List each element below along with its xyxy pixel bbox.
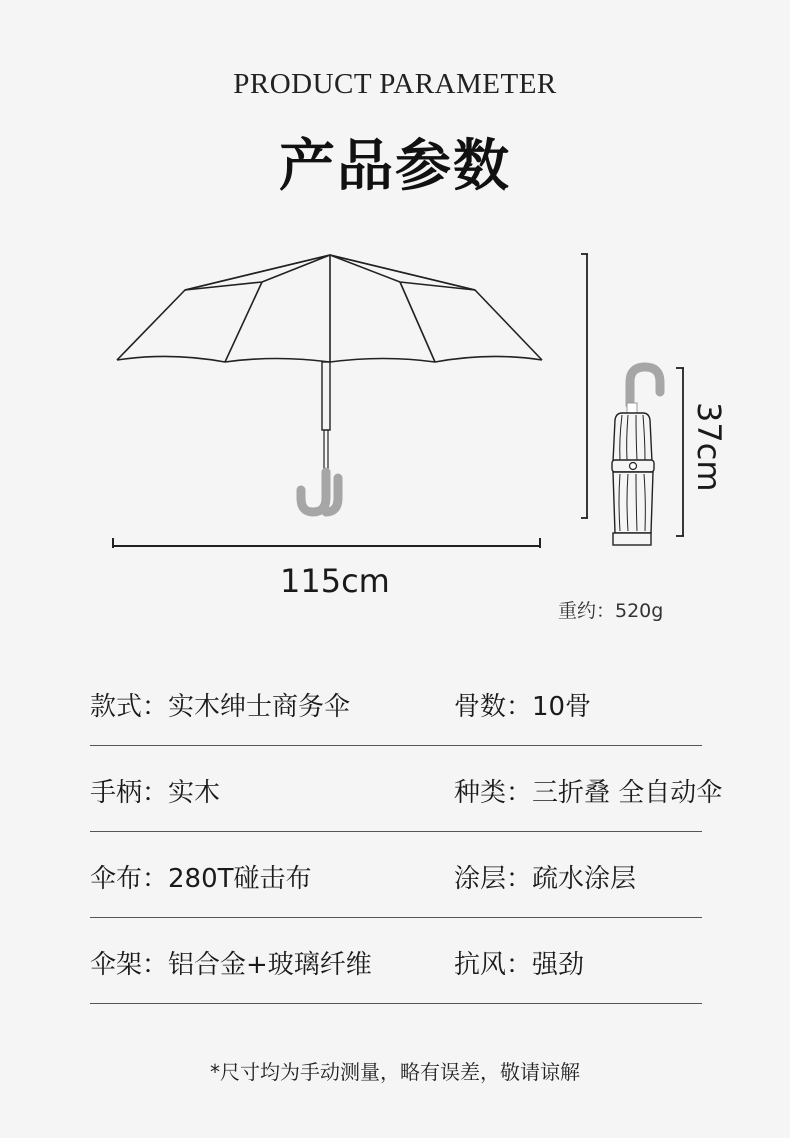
param-coating: 涂层：疏水涂层: [454, 864, 637, 894]
open-umbrella-icon: [117, 255, 542, 362]
folded-umbrella-icon: [612, 367, 660, 545]
open-umbrella-handle: [301, 472, 326, 512]
param-wind-resistance: 抗风：强劲: [454, 950, 585, 980]
param-type: 种类：三折叠 全自动伞: [454, 778, 723, 808]
parameter-row: [90, 746, 723, 832]
open-width-label: 115cm: [280, 562, 390, 600]
width-dimension-line: [113, 538, 540, 548]
umbrella-shaft: [322, 362, 330, 430]
english-title: PRODUCT PARAMETER: [233, 68, 557, 100]
param-handle: 手柄：实木: [90, 778, 221, 808]
parameter-row: [90, 918, 702, 1004]
folded-length-label: 37cm: [690, 402, 728, 492]
param-fabric: 伞布：280T碰击布: [90, 864, 312, 894]
param-frame: 伞架：铝合金+玻璃纤维: [90, 950, 372, 980]
page-title: 产品参数: [279, 134, 511, 199]
parameter-row: [90, 832, 702, 918]
weight-label: 重约：520g: [558, 600, 664, 622]
measurement-note: *尺寸均为手动测量，略有误差，敬请谅解: [210, 1060, 580, 1084]
folded-length-dimension-line: [676, 368, 684, 536]
parameter-table: [90, 660, 723, 1004]
umbrella-illustration: [0, 230, 790, 560]
parameter-row: [90, 660, 702, 746]
param-style: 款式：实木绅士商务伞: [90, 692, 351, 722]
param-ribs: 骨数：10骨: [454, 692, 592, 722]
total-height-dimension-line: [581, 254, 588, 518]
